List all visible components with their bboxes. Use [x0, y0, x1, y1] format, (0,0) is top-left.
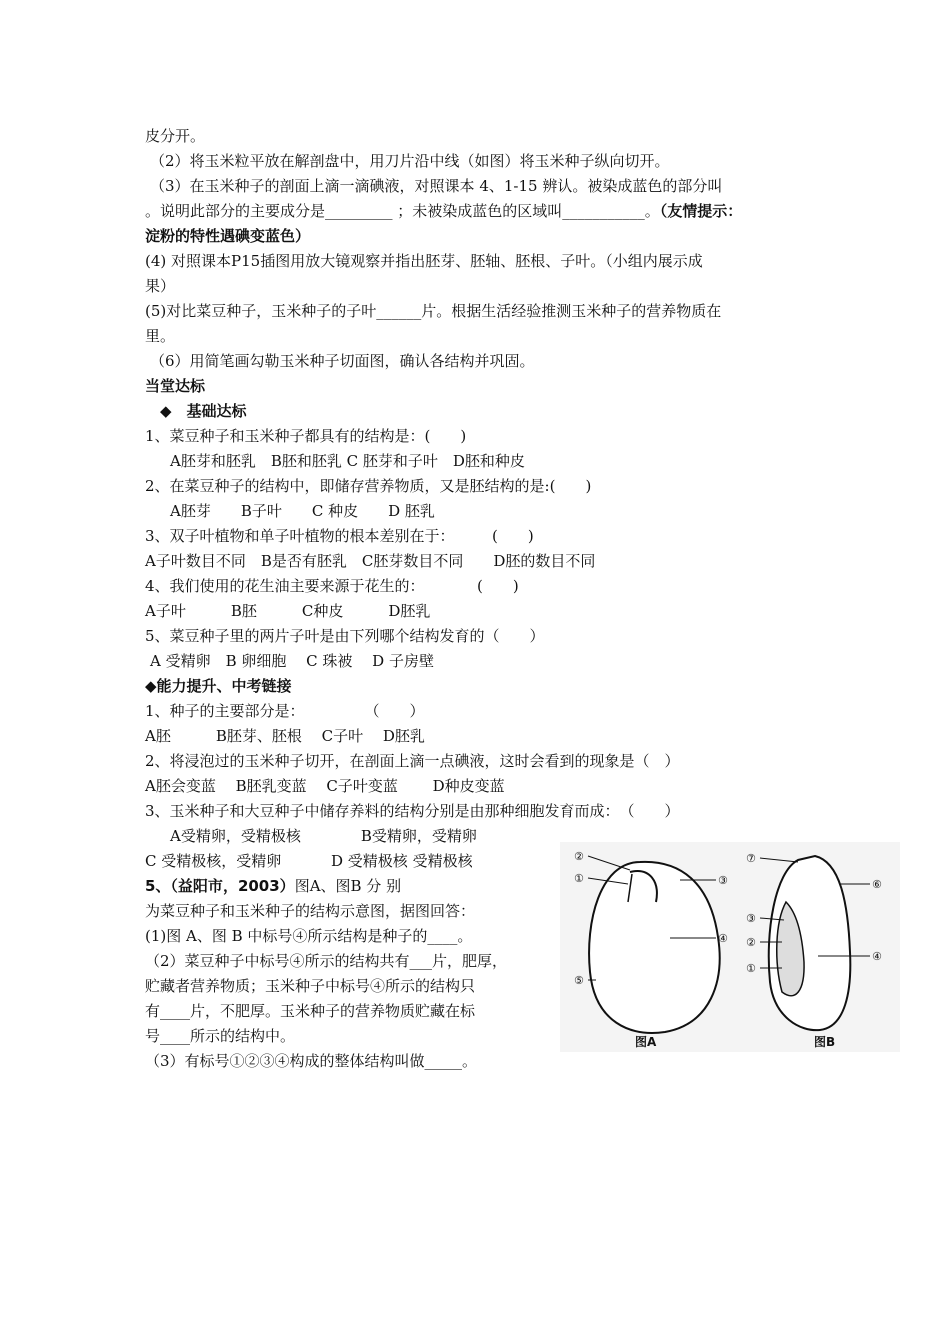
subsection-heading: ◆能力提升、中考链接: [145, 677, 292, 695]
label-5: ⑤: [574, 974, 584, 987]
options: A胚 B胚芽、胚根 C子叶 D胚乳: [145, 727, 425, 745]
text-line: (1)图 A、图 B 中标号④所示结构是种子的____。: [145, 927, 473, 945]
text-line: 为菜豆种子和玉米种子的结构示意图，据图回答：: [145, 902, 476, 920]
label-1: ①: [746, 962, 756, 975]
label-2: ②: [746, 936, 756, 949]
text-line: 皮分开。: [145, 127, 206, 145]
label-3: ③: [718, 874, 728, 887]
label-4: ④: [872, 950, 882, 963]
caption-a: 图A: [635, 1035, 657, 1049]
options: A胚会变蓝 B胚乳变蓝 C子叶变蓝 D种皮变蓝: [145, 777, 505, 795]
section-heading: 当堂达标: [145, 377, 206, 395]
text-fragment: 。说明此部分的主要成分是_________ ；未被染成蓝色的区域叫___________。: [145, 202, 660, 220]
options: A 受精卵 B 卵细胞 C 珠被 D 子房壁: [150, 652, 434, 670]
text-line: （2）菜豆种子中标号④所示的结构共有___片，肥厚，: [145, 952, 508, 970]
text-line: [145, 201, 742, 221]
question: [145, 876, 401, 896]
question-source: 5、（益阳市，2003）: [145, 877, 295, 895]
hint-text: 淀粉的特性遇碘变蓝色）: [145, 227, 311, 245]
options: A子叶 B胚 C种皮 D胚乳: [145, 602, 431, 620]
options: A子叶数目不同 B是否有胚乳 C胚芽数目不同 D胚的数目不同: [145, 552, 596, 570]
text-line: 号____所示的结构中。: [145, 1027, 296, 1045]
bean-seed-outline: [589, 862, 720, 1033]
text-line: （2）将玉米粒平放在解剖盘中，用刀片沿中线（如图）将玉米种子纵向切开。: [150, 152, 670, 170]
label-1: ①: [574, 872, 584, 885]
question: 1、种子的主要部分是： （ ）: [145, 702, 425, 720]
options: A胚芽 B子叶 C 种皮 D 胚乳: [170, 502, 435, 520]
question: 2、在菜豆种子的结构中，即储存营养物质，又是胚结构的是:( ): [145, 477, 592, 495]
question: 1、菜豆种子和玉米种子都具有的结构是：( ): [145, 427, 467, 445]
question: 3、玉米种子和大豆种子中储存养料的结构分别是由那种细胞发育而成： （ ）: [145, 802, 680, 820]
hint-label: （友情提示：: [659, 202, 743, 220]
label-3: ③: [746, 912, 756, 925]
label-7: ⑦: [746, 852, 756, 865]
subsection-heading: ◆ 基础达标: [160, 402, 247, 420]
question: 4、我们使用的花生油主要来源于花生的： ( ): [145, 577, 519, 595]
text-line: （3）有标号①②③④构成的整体结构叫做_____。: [145, 1052, 478, 1070]
text-line: 果）: [145, 277, 176, 295]
text-line: (4) 对照课本P15插图用放大镜观察并指出胚芽、胚轴、胚根、子叶。（小组内展示成: [145, 252, 703, 270]
label-4: ④: [718, 932, 728, 945]
question: 2、将浸泡过的玉米种子切开，在剖面上滴一点碘液，这时会看到的现象是（ ）: [145, 752, 680, 770]
text-line: （6）用简笔画勾勒玉米种子切面图，确认各结构并巩固。: [150, 352, 535, 370]
text-line: 里。: [145, 327, 176, 345]
label-6: ⑥: [872, 878, 882, 891]
question: 5、菜豆种子里的两片子叶是由下列哪个结构发育的（ ）: [145, 627, 545, 645]
options: A胚芽和胚乳 B胚和胚乳 C 胚芽和子叶 D胚和种皮: [170, 452, 525, 470]
text-line: 有____片，不肥厚。玉米种子的营养物质贮藏在标: [145, 1002, 476, 1020]
seed-structure-figure: [560, 842, 900, 1052]
seed-diagram: [560, 842, 900, 1052]
options: C 受精极核，受精卵 D 受精极核 受精极核: [145, 852, 473, 870]
caption-b: 图B: [814, 1035, 836, 1049]
label-2: ②: [574, 850, 584, 863]
text-line: 贮藏者营养物质；玉米种子中标号④所示的结构只: [145, 977, 476, 995]
text-fragment: 图A、图B 分 别: [294, 877, 402, 895]
question: 3、双子叶植物和单子叶植物的根本差别在于： ( ): [145, 527, 534, 545]
text-line: (5)对比菜豆种子，玉米种子的子叶______片。根据生活经验推测玉米种子的营养物质在: [145, 302, 722, 320]
options: A受精卵，受精极核 B受精卵，受精卵: [170, 827, 477, 845]
text-line: （3）在玉米种子的剖面上滴一滴碘液，对照课本 4、1-15 辨认。被染成蓝色的部分叫: [150, 177, 723, 195]
